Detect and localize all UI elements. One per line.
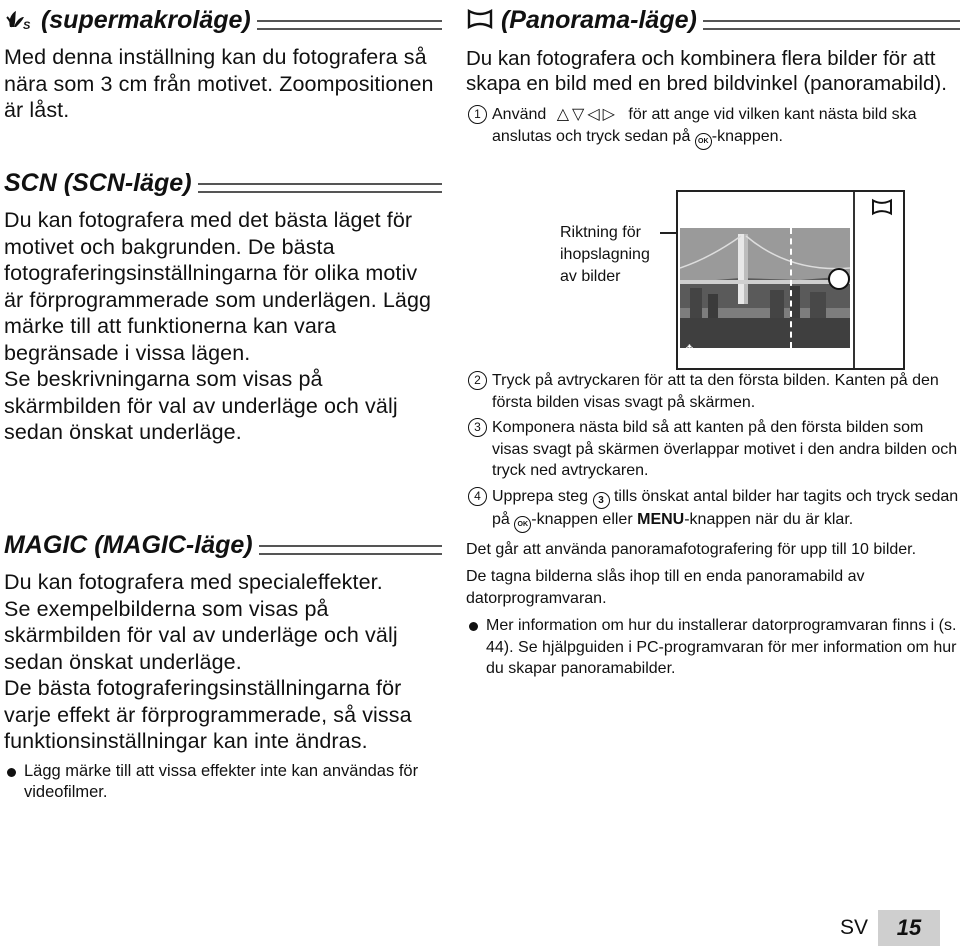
scn-title: (SCN-läge) <box>63 169 192 197</box>
arrow-keys-icon: △▽◁▷ <box>556 106 618 123</box>
bridge-photo <box>680 228 850 348</box>
step-number: 1 <box>468 105 487 124</box>
panorama-icon <box>870 198 894 216</box>
merge-direction-indicator <box>828 268 850 290</box>
panorama-step-1: 1 Använd △▽◁▷ för att ange vid vilken kant nästa bild ska anslutas och tryck sedan på OK -knappen. <box>466 104 960 150</box>
svg-text:S: S <box>23 20 31 31</box>
panorama-intro: Du kan fotografera och kombinera flera bilder för att skapa en bild med en bred bildvinkel (panoramabild). <box>466 47 947 95</box>
panorama-icon <box>466 8 494 30</box>
magic-title: (MAGIC-läge) <box>94 531 253 559</box>
panorama-step-4: 4 Upprepa steg 3 tills önskat antal bilder har tagits och tryck sedan på OK -knappen eller MENU-knappen när du är klar. <box>466 486 960 533</box>
magic-paragraph-3: De bästa fotograferingsinställningarna för varje effekt är förprogrammerade, så vissa funktionsinställningar kan inte ändras. <box>4 676 412 753</box>
step-number: 3 <box>468 418 487 437</box>
scn-paragraph-2: Se beskrivningarna som visas på skärmbilden för val av underläge och välj sedan önskat underläge. <box>4 367 398 444</box>
magic-bullet: Lägg märke till att vissa effekter inte kan användas för videofilmer. <box>4 761 442 804</box>
panorama-step-3: 3 Komponera nästa bild så att kanten på den första bilden som visas svagt på skärmen överlappar motivet i den andra bilden och tryck ned avtryckaren. <box>466 417 960 482</box>
macro-section <box>4 2 442 124</box>
panorama-title: (Panorama-läge) <box>500 6 697 34</box>
scn-heading <box>4 165 442 197</box>
scn-paragraph-1: Du kan fotografera med det bästa läget för motivet och bakgrunden. De bästa fotograferingsinställningarna för olika motiv är förprogrammerade som underlägen. Lägg märke till att funktionerna kan vara begränsade i vissa lägen. <box>4 208 432 365</box>
step-number: 4 <box>468 487 487 506</box>
step-number: 2 <box>468 371 487 390</box>
four-way-arrow-icon: ✥ <box>684 342 695 357</box>
scn-section <box>4 165 442 446</box>
ok-button-icon: OK <box>695 133 712 150</box>
overlap-guide <box>680 228 792 348</box>
magic-paragraph-2: Se exempelbilderna som visas på skärmbilden för val av underläge och välj sedan önskat underläge. <box>4 596 398 674</box>
panorama-note-1: Det går att använda panoramafotografering för upp till 10 bilder. <box>466 540 917 558</box>
magic-section <box>4 527 442 804</box>
panorama-section <box>466 2 960 150</box>
camera-screen-figure <box>676 190 905 370</box>
magic-symbol: MAGIC <box>4 531 88 559</box>
magic-paragraph-1: Du kan fotografera med specialeffekter. <box>4 570 383 594</box>
figure-caption: Riktning för ihopslagning av bilder <box>560 224 650 285</box>
page-number: 15 <box>878 910 940 946</box>
magic-heading <box>4 527 442 559</box>
language-label: SV <box>840 916 869 939</box>
ok-button-icon: OK <box>514 516 531 533</box>
step-reference-3: 3 <box>593 492 610 509</box>
panorama-heading <box>466 2 960 34</box>
macro-paragraph: Med denna inställning kan du fotografera så nära som 3 cm från motivet. Zoompositionen är låst. <box>4 45 434 122</box>
page-footer <box>840 910 940 946</box>
panorama-bullet: Mer information om hur du installerar datorprogramvaran finns i (s. 44). Se hjälpguiden i PC-programvaran för mer information om hur du skapar panoramabilder. <box>466 615 960 680</box>
frame-divider <box>853 192 855 368</box>
panorama-steps <box>466 370 960 680</box>
menu-button-label: MENU <box>637 510 685 528</box>
scn-symbol: SCN <box>4 169 57 197</box>
supermacro-flower-icon <box>4 7 34 31</box>
panorama-note-2: De tagna bilderna slås ihop till en enda panoramabild av datorprogramvaran. <box>466 568 865 607</box>
macro-title: (supermakroläge) <box>40 6 251 34</box>
macro-heading <box>4 2 442 34</box>
panorama-step-2: 2 Tryck på avtryckaren för att ta den första bilden. Kanten på den första bilden visas svagt på skärmen. <box>466 370 960 413</box>
